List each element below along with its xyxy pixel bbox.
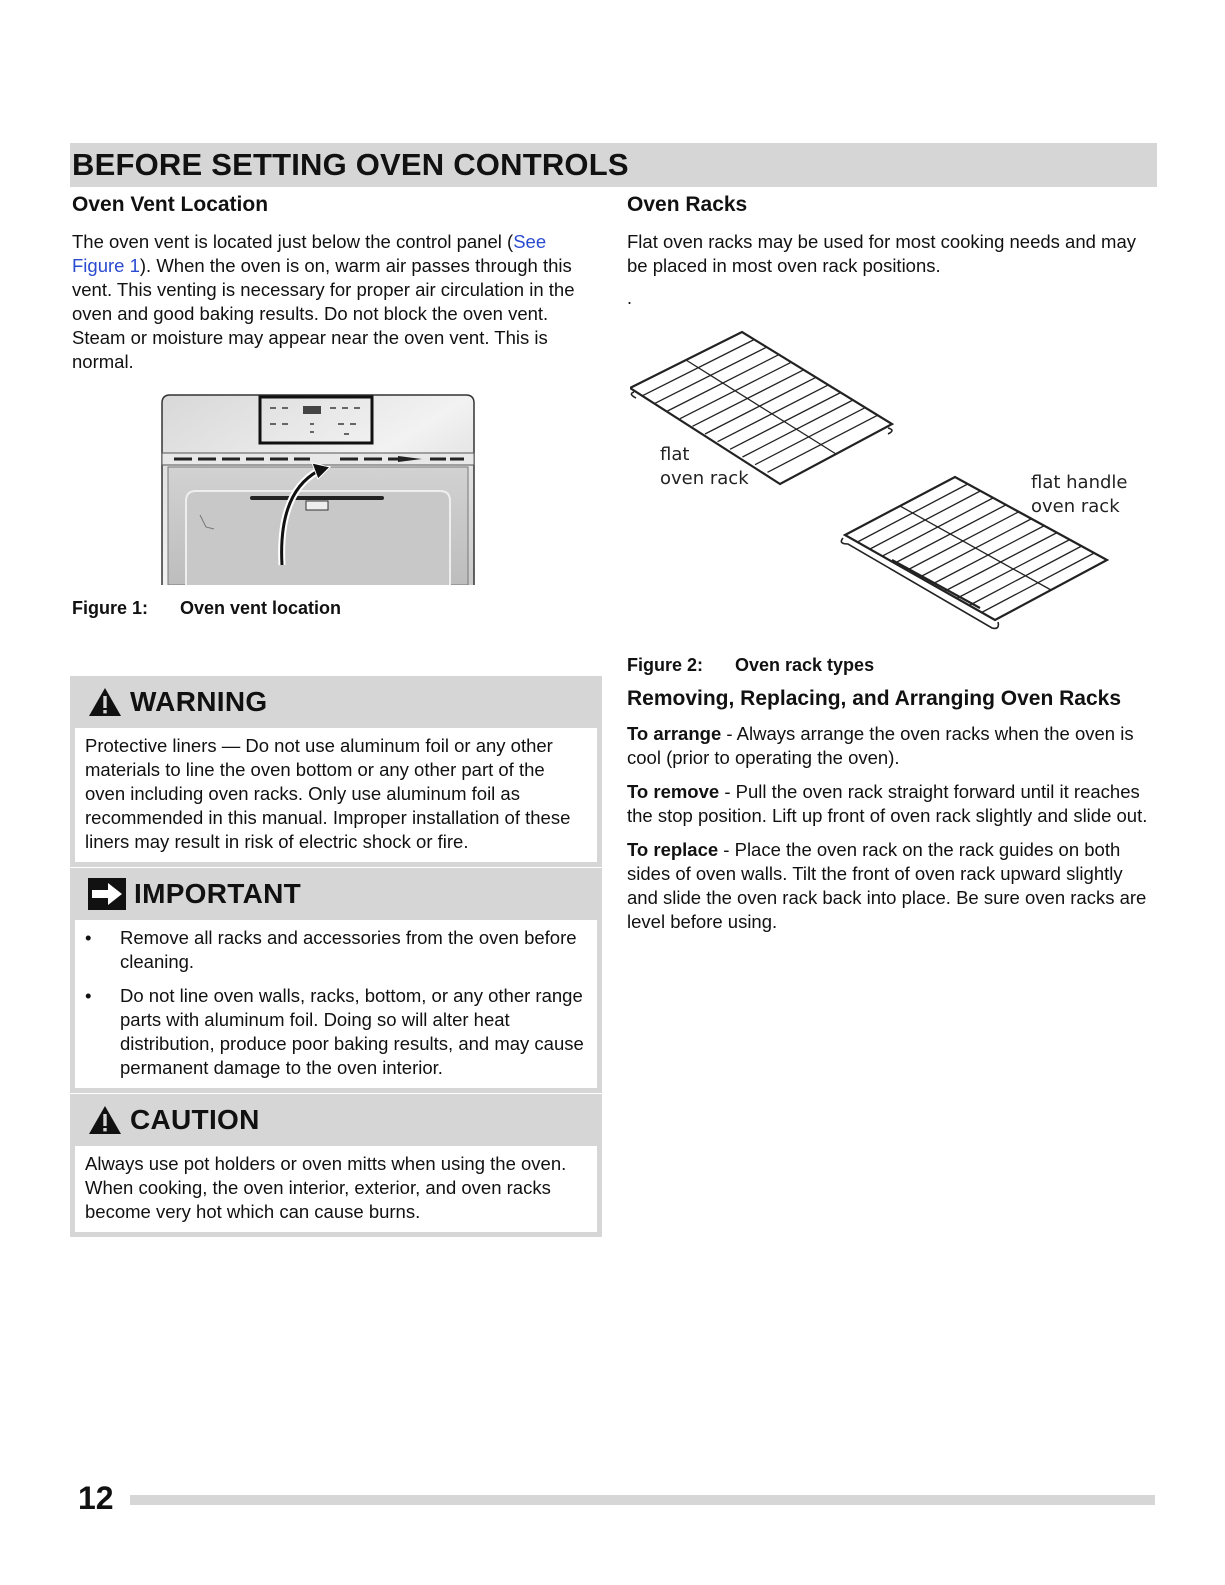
replace-text: - Place the oven rack on the rack guides on both sides of oven walls. Tilt the front of oven rack upward slightly and slide the oven rack back into place. Be sure oven racks are level before using. <box>627 839 1147 932</box>
stray-dot: . <box>627 288 633 308</box>
vent-section <box>72 192 602 374</box>
caution-header <box>70 1094 602 1146</box>
arrow-right-icon <box>88 878 126 910</box>
figure-1-title: Oven vent location <box>180 598 342 618</box>
important-box <box>70 868 602 1093</box>
figure-1-number: Figure 1: <box>72 598 149 618</box>
caution-title: CAUTION <box>130 1104 260 1135</box>
important-list <box>85 926 587 1080</box>
racks-heading: Oven Racks <box>627 193 748 216</box>
flat-rack-label-line1: flat <box>660 444 690 465</box>
warning-header <box>70 676 602 728</box>
important-body <box>75 920 597 1088</box>
vent-paragraph <box>72 230 602 374</box>
arrange-label: To arrange <box>627 723 722 744</box>
oven-vent-illustration <box>160 393 480 585</box>
racks-paragraph: Flat oven racks may be used for most cooking needs and may be placed in most oven rack positions. <box>627 231 1137 276</box>
warning-box <box>70 676 602 867</box>
figure-2-number: Figure 2: <box>627 655 704 675</box>
page-number: 12 <box>78 1480 114 1516</box>
vent-text-end: ). When the oven is on, warm air passes through this vent. This venting is necessary for proper air circulation in the oven and good baking results. Do not block the oven vent. Steam or moisture may appear near the oven vent. This is normal. <box>72 255 575 372</box>
important-title: IMPORTANT <box>134 878 302 909</box>
vent-heading: Oven Vent Location <box>72 193 269 216</box>
flat-handle-rack-label-line1: flat handle <box>1031 472 1128 493</box>
flat-handle-rack-label-line2: oven rack <box>1031 496 1120 517</box>
section-title: BEFORE SETTING OVEN CONTROLS <box>72 147 629 182</box>
important-item-2: • Do not line oven walls, racks, bottom, or any other range parts with aluminum foil. Doing so will alter heat distribution, produce poor baking results, and may cause permanent damage to the oven interior. <box>85 984 587 1080</box>
arranging-heading: Removing, Replacing, and Arranging Oven Racks <box>627 687 1122 710</box>
figure-2-title: Oven rack types <box>735 655 875 675</box>
warning-text: Protective liners — Do not use aluminum foil or any other materials to line the oven bottom or any other part of the oven including oven racks. Only use aluminum foil as recommended in this manual. Improper installation of these liners may result in risk of electric shock or fire. <box>75 728 597 862</box>
warning-triangle-icon <box>88 1105 122 1135</box>
footer-bar <box>130 1495 1155 1505</box>
arrange-text: - Always arrange the oven racks when the oven is cool (prior to operating the oven). <box>627 723 1134 768</box>
replace-label: To replace <box>627 839 719 860</box>
remove-label: To remove <box>627 781 720 802</box>
flat-rack-label <box>660 443 749 491</box>
arrange-paragraph <box>627 722 1157 770</box>
warning-title: WARNING <box>130 686 268 717</box>
warning-triangle-icon <box>88 687 122 717</box>
vent-text-start: The oven vent is located just below the control panel ( <box>72 231 514 252</box>
figure-1-caption <box>72 598 341 619</box>
see-figure-1-link[interactable]: See Figure 1 <box>72 231 547 276</box>
caution-text: Always use pot holders or oven mitts when using the oven. When cooking, the oven interior, exterior, and oven racks become very hot which can cause burns. <box>75 1146 597 1232</box>
important-header <box>70 868 602 920</box>
racks-section <box>627 192 1157 278</box>
arranging-section <box>627 686 1157 934</box>
caution-box <box>70 1094 602 1237</box>
flat-rack-label-line2: oven rack <box>660 468 749 489</box>
remove-text: - Pull the oven rack straight forward until it reaches the stop position. Lift up front of oven rack slightly and slide out. <box>627 781 1148 826</box>
important-item-1: • Remove all racks and accessories from the oven before cleaning. <box>85 926 587 974</box>
flat-handle-rack-label <box>1031 471 1128 519</box>
figure-2-caption <box>627 655 874 676</box>
remove-paragraph <box>627 780 1157 828</box>
replace-paragraph <box>627 838 1157 934</box>
